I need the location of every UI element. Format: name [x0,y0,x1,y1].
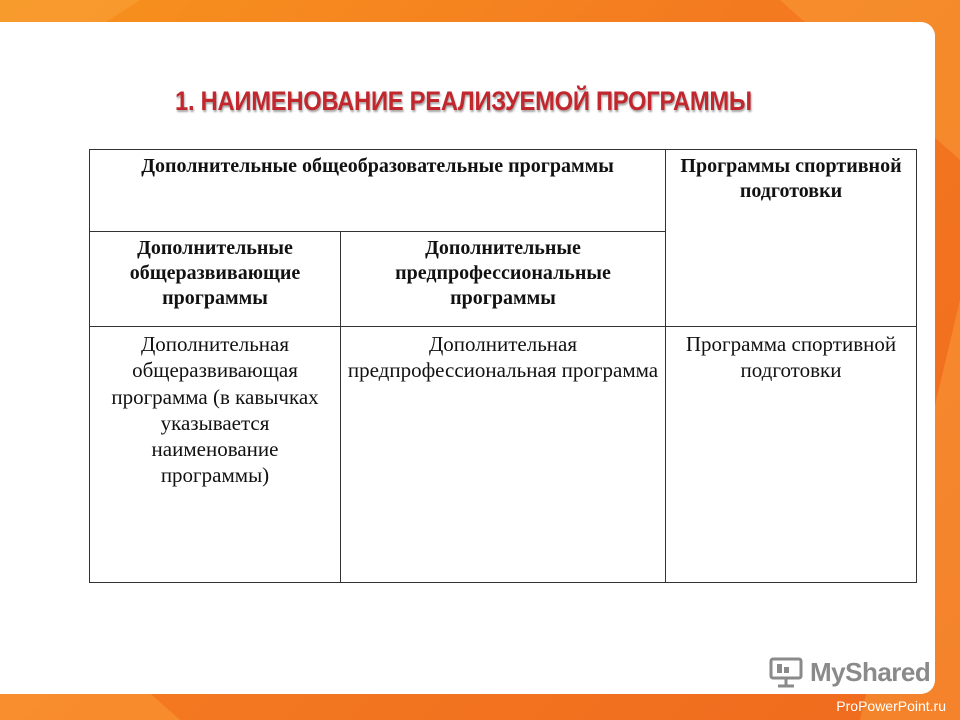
presentation-board-icon [768,656,804,688]
header-preprofessional: Дополнительные предпрофессиональные программы [341,232,666,327]
programs-table [89,149,917,583]
header-general-developing: Дополнительные общеразвивающие программы [90,232,341,327]
myshared-logo [768,656,930,688]
cell-sport: Программа спортивной подготовки [666,327,917,583]
logo-text: MyShared [810,656,931,687]
table-row [90,150,917,232]
table-row [90,327,917,583]
footer-site: ProPowerPoint.ru [836,698,946,714]
header-sport-programs: Программы спортивной подготовки [666,150,917,327]
page-title: 1. НАИМЕНОВАНИЕ РЕАЛИЗУЕМОЙ ПРОГРАММЫ [175,86,752,116]
header-general-programs: Дополнительные общеобразовательные программы [90,150,666,232]
cell-general-developing: Дополнительная общеразвивающая программа (в кавычках указывается наименование программы) [90,327,341,583]
cell-preprofessional: Дополнительная предпрофессиональная программа [341,327,666,583]
